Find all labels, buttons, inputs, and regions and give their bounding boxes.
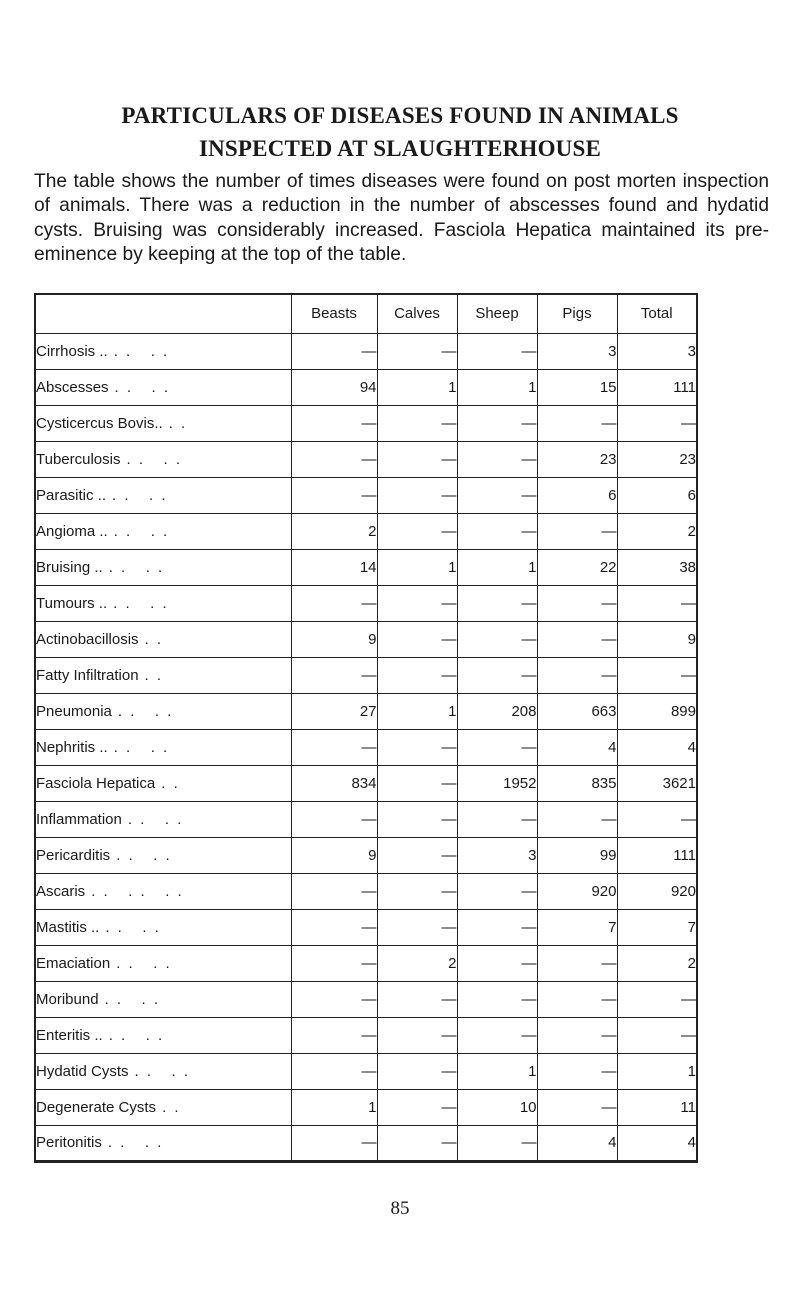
leader-dots: . . . . xyxy=(104,990,161,1008)
disease-name: Mastitis .. xyxy=(36,918,100,936)
pigs-cell: — xyxy=(537,405,617,441)
pigs-cell: 4 xyxy=(537,729,617,765)
beasts-cell: — xyxy=(291,1053,377,1089)
disease-cell xyxy=(35,729,291,765)
table-row xyxy=(35,585,697,621)
disease-cell xyxy=(35,693,291,729)
disease-cell xyxy=(35,1017,291,1053)
calves-cell: — xyxy=(377,441,457,477)
pigs-cell: 663 xyxy=(537,693,617,729)
pigs-cell: — xyxy=(537,621,617,657)
disease-name: Peritonitis xyxy=(36,1134,102,1151)
pigs-cell: — xyxy=(537,981,617,1017)
beasts-cell: 94 xyxy=(291,369,377,405)
sheep-cell: — xyxy=(457,405,537,441)
sheep-cell: — xyxy=(457,333,537,369)
calves-cell: — xyxy=(377,801,457,837)
leader-dots: . . . . xyxy=(107,1134,164,1151)
disease-cell xyxy=(35,657,291,693)
total-cell: 899 xyxy=(617,693,697,729)
disease-cell xyxy=(35,369,291,405)
table-row xyxy=(35,441,697,477)
disease-cell xyxy=(35,621,291,657)
disease-cell xyxy=(35,513,291,549)
disease-cell xyxy=(35,873,291,909)
leader-dots: . . . . xyxy=(117,702,174,720)
disease-name: Fasciola Hepatica xyxy=(36,774,156,792)
disease-cell xyxy=(35,441,291,477)
leader-dots: . . xyxy=(162,1098,181,1116)
total-cell: 3 xyxy=(617,333,697,369)
leader-dots: . . . . xyxy=(105,918,161,936)
beasts-cell: 14 xyxy=(291,549,377,585)
pigs-cell: 22 xyxy=(537,549,617,585)
pigs-cell: 4 xyxy=(537,1125,617,1161)
table-row xyxy=(35,477,697,513)
leader-dots: . . . . xyxy=(126,450,182,468)
beasts-cell: — xyxy=(291,945,377,981)
disease-cell xyxy=(35,549,291,585)
table-row xyxy=(35,729,697,765)
beasts-cell: — xyxy=(291,729,377,765)
beasts-cell: — xyxy=(291,1125,377,1161)
pigs-cell: — xyxy=(537,945,617,981)
total-cell: 111 xyxy=(617,369,697,405)
table-row xyxy=(35,1125,697,1161)
total-cell: 23 xyxy=(617,441,697,477)
table-row xyxy=(35,981,697,1017)
pigs-cell: — xyxy=(537,1053,617,1089)
calves-cell: — xyxy=(377,1053,457,1089)
pigs-cell: — xyxy=(537,657,617,693)
disease-cell xyxy=(35,585,291,621)
beasts-cell: — xyxy=(291,477,377,513)
sheep-cell: — xyxy=(457,477,537,513)
disease-cell xyxy=(35,981,291,1017)
pigs-cell: — xyxy=(537,585,617,621)
pigs-cell: 835 xyxy=(537,765,617,801)
disease-name: Hydatid Cysts xyxy=(36,1062,129,1080)
total-cell: 2 xyxy=(617,513,697,549)
calves-cell: — xyxy=(377,873,457,909)
sheep-cell: — xyxy=(457,729,537,765)
beasts-cell: — xyxy=(291,657,377,693)
total-cell: 2 xyxy=(617,945,697,981)
leader-dots: . . xyxy=(161,774,180,792)
total-cell: — xyxy=(617,585,697,621)
total-cell: 9 xyxy=(617,621,697,657)
disease-cell xyxy=(35,333,291,369)
leader-dots: . . . . xyxy=(116,846,172,864)
leader-dots: . . . . xyxy=(112,486,168,504)
beasts-cell: 834 xyxy=(291,765,377,801)
beasts-cell: — xyxy=(291,405,377,441)
table-row xyxy=(35,549,697,585)
table-row xyxy=(35,621,697,657)
total-cell: 4 xyxy=(617,729,697,765)
header-sheep: Sheep xyxy=(457,294,537,333)
calves-cell: — xyxy=(377,765,457,801)
disease-name: Degenerate Cysts xyxy=(36,1098,157,1116)
calves-cell: — xyxy=(377,477,457,513)
disease-cell xyxy=(35,909,291,945)
beasts-cell: 2 xyxy=(291,513,377,549)
leader-dots: . . . . xyxy=(108,558,165,576)
calves-cell: — xyxy=(377,513,457,549)
intro-paragraph: The table shows the number of times diseases were found on post morten inspection of animals. There was a reduction in the number of abscesses found and hydatid cysts. Bruising was considerably increased. Fasciola Hepatica maintained its pre-eminence by keeping at the top of the table. xyxy=(34,171,769,265)
disease-cell xyxy=(35,1089,291,1125)
total-cell: — xyxy=(617,657,697,693)
pigs-cell: 7 xyxy=(537,909,617,945)
beasts-cell: — xyxy=(291,441,377,477)
disease-name: Parasitic .. xyxy=(36,486,107,504)
total-cell: 4 xyxy=(617,1125,697,1161)
leader-dots: . . . . xyxy=(114,378,171,396)
disease-cell xyxy=(35,945,291,981)
total-cell: 3621 xyxy=(617,765,697,801)
disease-name: Nephritis .. xyxy=(36,738,108,756)
pigs-cell: 920 xyxy=(537,873,617,909)
disease-cell xyxy=(35,477,291,513)
total-cell: 920 xyxy=(617,873,697,909)
beasts-cell: 9 xyxy=(291,621,377,657)
disease-cell xyxy=(35,801,291,837)
pigs-cell: 99 xyxy=(537,837,617,873)
sheep-cell: — xyxy=(457,909,537,945)
table-row xyxy=(35,333,697,369)
sheep-cell: 1952 xyxy=(457,765,537,801)
header-pigs: Pigs xyxy=(537,294,617,333)
sheep-cell: — xyxy=(457,945,537,981)
pigs-cell: — xyxy=(537,513,617,549)
calves-cell: 1 xyxy=(377,549,457,585)
calves-cell: — xyxy=(377,981,457,1017)
disease-name: Tumours .. xyxy=(36,594,108,612)
page-number: 85 xyxy=(390,1198,410,1219)
table-row xyxy=(35,369,697,405)
table-row xyxy=(35,657,697,693)
sheep-cell: — xyxy=(457,621,537,657)
sheep-cell: — xyxy=(457,585,537,621)
sheep-cell: — xyxy=(457,1017,537,1053)
pigs-cell: 3 xyxy=(537,333,617,369)
total-cell: 111 xyxy=(617,837,697,873)
disease-name: Ascaris xyxy=(36,882,86,900)
calves-cell: 2 xyxy=(377,945,457,981)
total-cell: 7 xyxy=(617,909,697,945)
sheep-cell: 1 xyxy=(457,549,537,585)
table-row xyxy=(35,873,697,909)
disease-name: Pneumonia xyxy=(36,702,112,720)
table-row xyxy=(35,693,697,729)
disease-name: Bruising .. xyxy=(36,558,103,576)
sheep-cell: — xyxy=(457,513,537,549)
leader-dots: . . xyxy=(144,666,164,684)
pigs-cell: — xyxy=(537,1017,617,1053)
beasts-cell: 9 xyxy=(291,837,377,873)
sheep-cell: — xyxy=(457,873,537,909)
leader-dots: . . . . . . xyxy=(91,882,184,900)
table-row xyxy=(35,909,697,945)
leader-dots: . . . . xyxy=(134,1062,191,1080)
table-header xyxy=(35,294,697,333)
disease-name: Cirrhosis .. xyxy=(36,342,108,360)
disease-name: Pericarditis xyxy=(36,846,111,864)
total-cell: 6 xyxy=(617,477,697,513)
leader-dots: . . . . xyxy=(113,594,169,612)
page-subtitle: INSPECTED AT SLAUGHTERHOUSE xyxy=(198,136,602,161)
leader-dots: . . . . xyxy=(127,810,184,828)
table-row xyxy=(35,837,697,873)
calves-cell: — xyxy=(377,405,457,441)
disease-name: Moribund xyxy=(36,990,99,1008)
pigs-cell: — xyxy=(537,801,617,837)
disease-cell xyxy=(35,837,291,873)
sheep-cell: — xyxy=(457,981,537,1017)
beasts-cell: — xyxy=(291,909,377,945)
disease-name: Emaciation xyxy=(36,954,111,972)
leader-dots: . . . . xyxy=(113,522,170,540)
table-body xyxy=(35,333,697,1161)
sheep-cell: 208 xyxy=(457,693,537,729)
leader-dots: . . . . xyxy=(113,342,170,360)
header-beasts: Beasts xyxy=(291,294,377,333)
calves-cell: — xyxy=(377,657,457,693)
disease-name: Angioma .. xyxy=(36,522,108,540)
sheep-cell: 10 xyxy=(457,1089,537,1125)
beasts-cell: 27 xyxy=(291,693,377,729)
beasts-cell: — xyxy=(291,333,377,369)
disease-cell xyxy=(35,765,291,801)
calves-cell: — xyxy=(377,909,457,945)
leader-dots: . . . . xyxy=(108,1026,165,1044)
pigs-cell: 15 xyxy=(537,369,617,405)
table-row xyxy=(35,405,697,441)
pigs-cell: — xyxy=(537,1089,617,1125)
sheep-cell: 1 xyxy=(457,1053,537,1089)
beasts-cell: — xyxy=(291,981,377,1017)
beasts-cell: — xyxy=(291,801,377,837)
page-title: PARTICULARS OF DISEASES FOUND IN ANIMALS xyxy=(121,103,679,128)
sheep-cell: — xyxy=(457,801,537,837)
disease-cell xyxy=(35,1125,291,1161)
calves-cell: — xyxy=(377,621,457,657)
calves-cell: — xyxy=(377,1125,457,1161)
sheep-cell: — xyxy=(457,657,537,693)
total-cell: — xyxy=(617,801,697,837)
table-row xyxy=(35,1053,697,1089)
table-row xyxy=(35,765,697,801)
calves-cell: — xyxy=(377,1017,457,1053)
calves-cell: — xyxy=(377,585,457,621)
total-cell: 38 xyxy=(617,549,697,585)
leader-dots: . . . . xyxy=(116,954,172,972)
disease-cell xyxy=(35,1053,291,1089)
leader-dots: . . . . xyxy=(113,738,170,756)
header-total: Total xyxy=(617,294,697,333)
calves-cell: — xyxy=(377,333,457,369)
sheep-cell: — xyxy=(457,1125,537,1161)
disease-name: Actinobacillosis xyxy=(36,630,139,648)
leader-dots: . . xyxy=(144,630,164,648)
disease-name: Tuberculosis xyxy=(36,450,121,468)
beasts-cell: — xyxy=(291,873,377,909)
calves-cell: — xyxy=(377,729,457,765)
total-cell: 11 xyxy=(617,1089,697,1125)
diseases-table xyxy=(34,293,698,1163)
leader-dots: . . xyxy=(168,414,188,432)
pigs-cell: 23 xyxy=(537,441,617,477)
beasts-cell: — xyxy=(291,1017,377,1053)
disease-cell xyxy=(35,405,291,441)
header-disease xyxy=(35,294,291,333)
calves-cell: — xyxy=(377,1089,457,1125)
disease-name: Abscesses xyxy=(36,378,109,396)
total-cell: — xyxy=(617,405,697,441)
sheep-cell: 3 xyxy=(457,837,537,873)
sheep-cell: 1 xyxy=(457,369,537,405)
table-row xyxy=(35,801,697,837)
table-row xyxy=(35,945,697,981)
disease-name: Inflammation xyxy=(36,810,122,828)
header-calves: Calves xyxy=(377,294,457,333)
sheep-cell: — xyxy=(457,441,537,477)
disease-name: Fatty Infiltration xyxy=(36,666,139,684)
disease-name: Enteritis .. xyxy=(36,1026,103,1044)
disease-name: Cysticercus Bovis.. xyxy=(36,414,163,432)
table-row xyxy=(35,513,697,549)
beasts-cell: — xyxy=(291,585,377,621)
total-cell: — xyxy=(617,981,697,1017)
pigs-cell: 6 xyxy=(537,477,617,513)
calves-cell: 1 xyxy=(377,369,457,405)
header-row xyxy=(35,294,697,333)
total-cell: 1 xyxy=(617,1053,697,1089)
calves-cell: — xyxy=(377,837,457,873)
total-cell: — xyxy=(617,1017,697,1053)
table-row xyxy=(35,1017,697,1053)
beasts-cell: 1 xyxy=(291,1089,377,1125)
calves-cell: 1 xyxy=(377,693,457,729)
table-row xyxy=(35,1089,697,1125)
